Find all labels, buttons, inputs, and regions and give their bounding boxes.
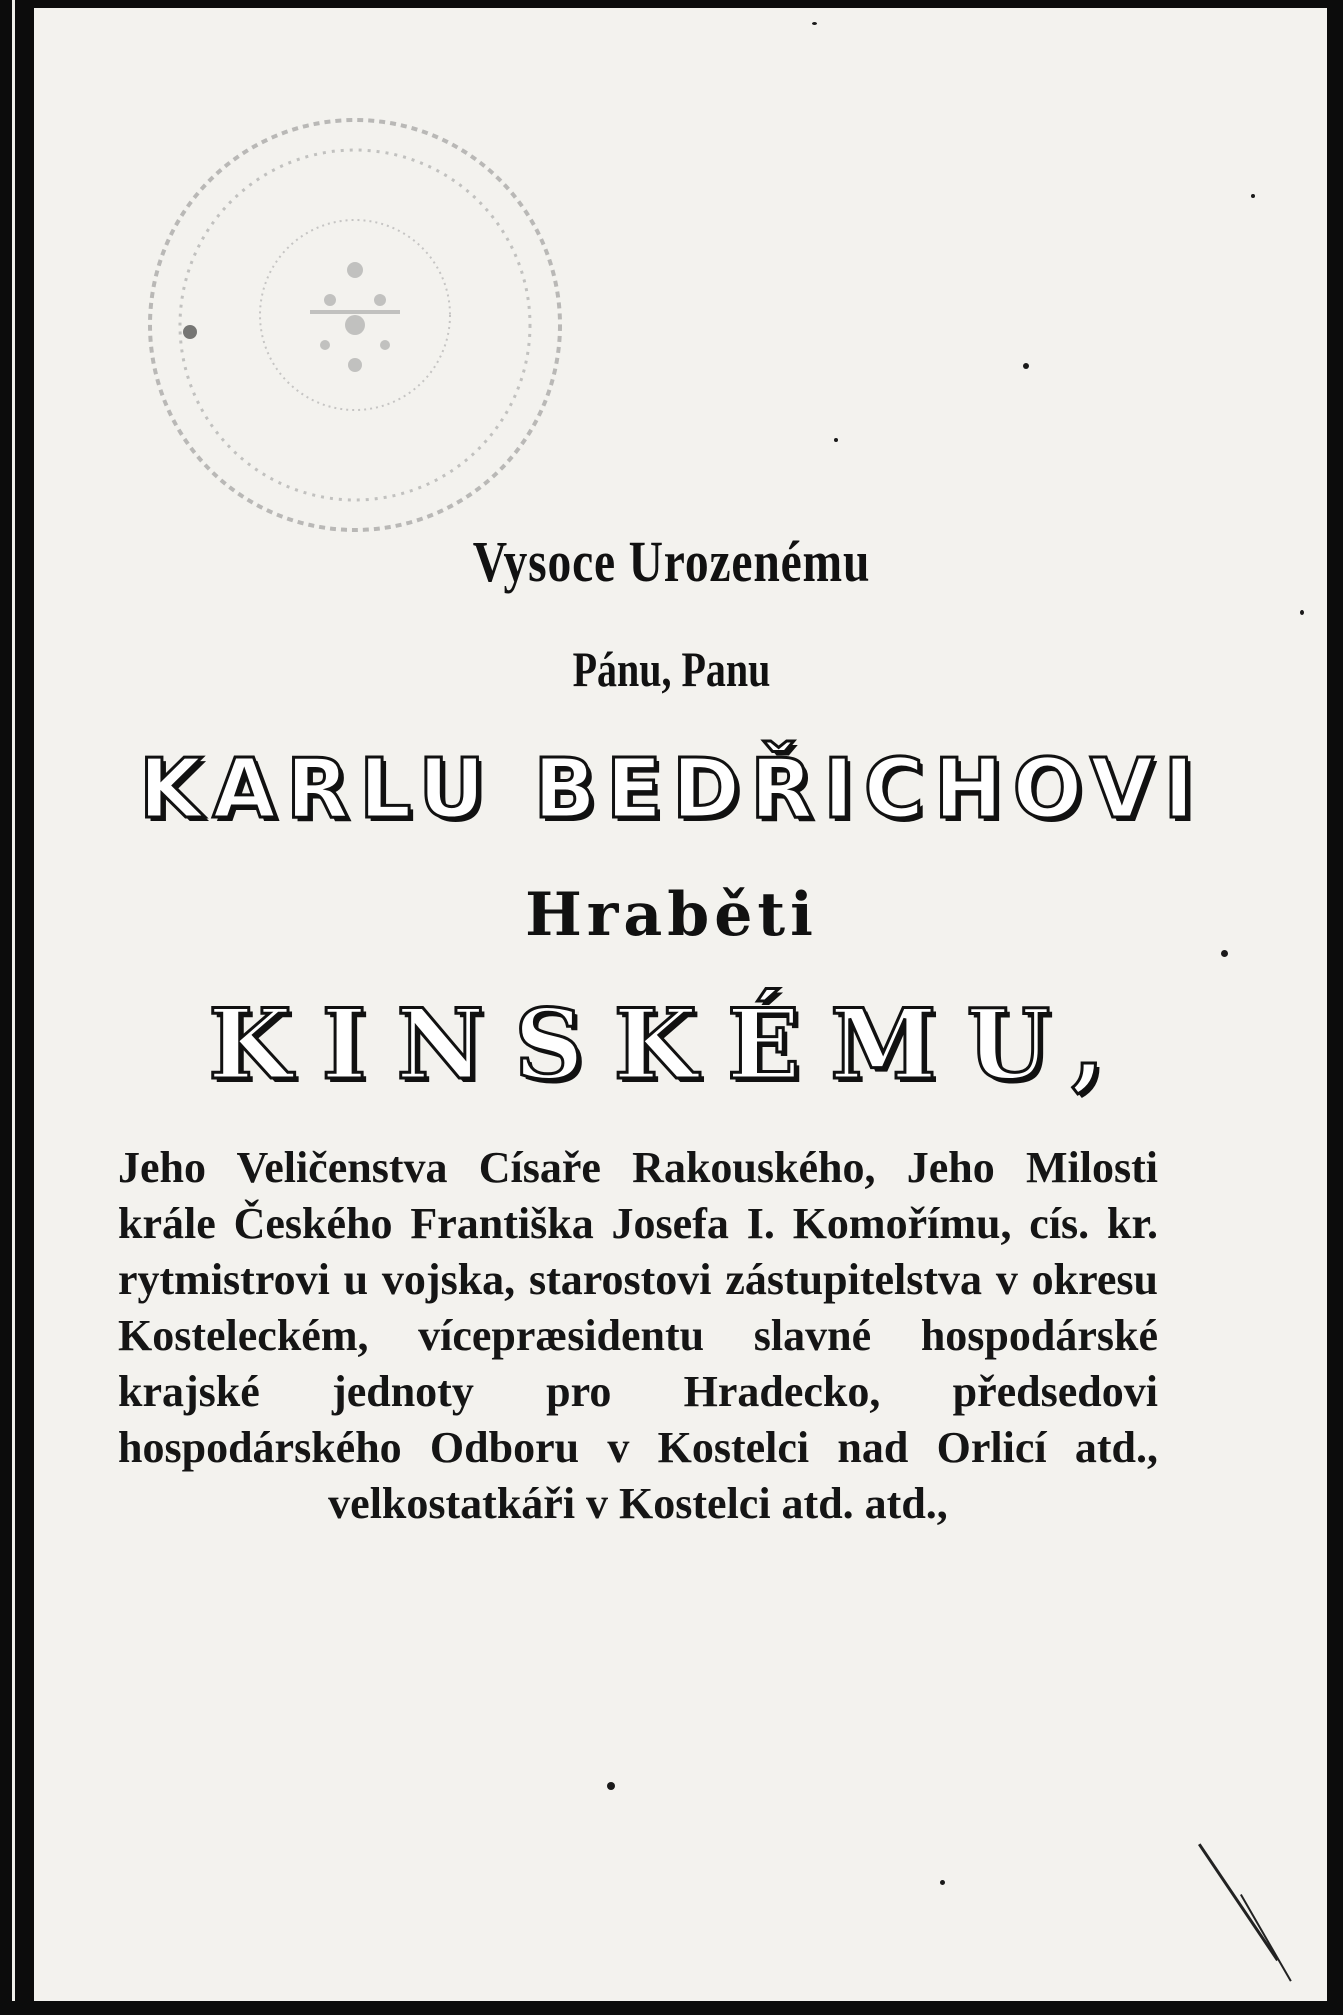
dedication-address: Pánu, Panu [572,641,771,697]
library-stamp [140,110,570,540]
stamp-emblem [310,262,400,372]
scan-speck [940,1880,945,1885]
scan-speck [834,438,838,442]
scan-speck [1300,610,1304,615]
dedication-titles-paragraph: Jeho Veličenstva Císaře Rakouského, Jeho Milosti krále Českého Františka Josefa I. Komořímu, cís. kr. rytmistrovi u vojska, starostovi zástupitelstva v okresu Kosteleckém, vícepræsidentu slavné hospodárské krajské jednoty pro Hradecko, předsedovi hospodárského Odboru v Kostelci nad Orlicí atd., velkostatkáři v Kostelci atd. atd., [118,1143,1158,1528]
dedication-family-name: KINSKÉMU, [208,988,1135,1101]
scan-speck [607,1782,615,1790]
dedication-rank: Hraběti [525,880,818,950]
scan-border-bottom [0,2001,1343,2015]
scan-scratch [1198,1843,1279,1961]
scan-scratch [1240,1894,1292,1982]
scan-speck [1221,950,1228,957]
scan-border-top [0,0,1343,8]
scan-speck [1251,194,1255,198]
dedication-given-names: KARLU BEDŘICHOVI [138,742,1205,837]
scan-speck [1023,363,1029,369]
scan-speck [812,22,817,25]
dedication-honorific: Vysoce Urozenému [472,529,871,594]
